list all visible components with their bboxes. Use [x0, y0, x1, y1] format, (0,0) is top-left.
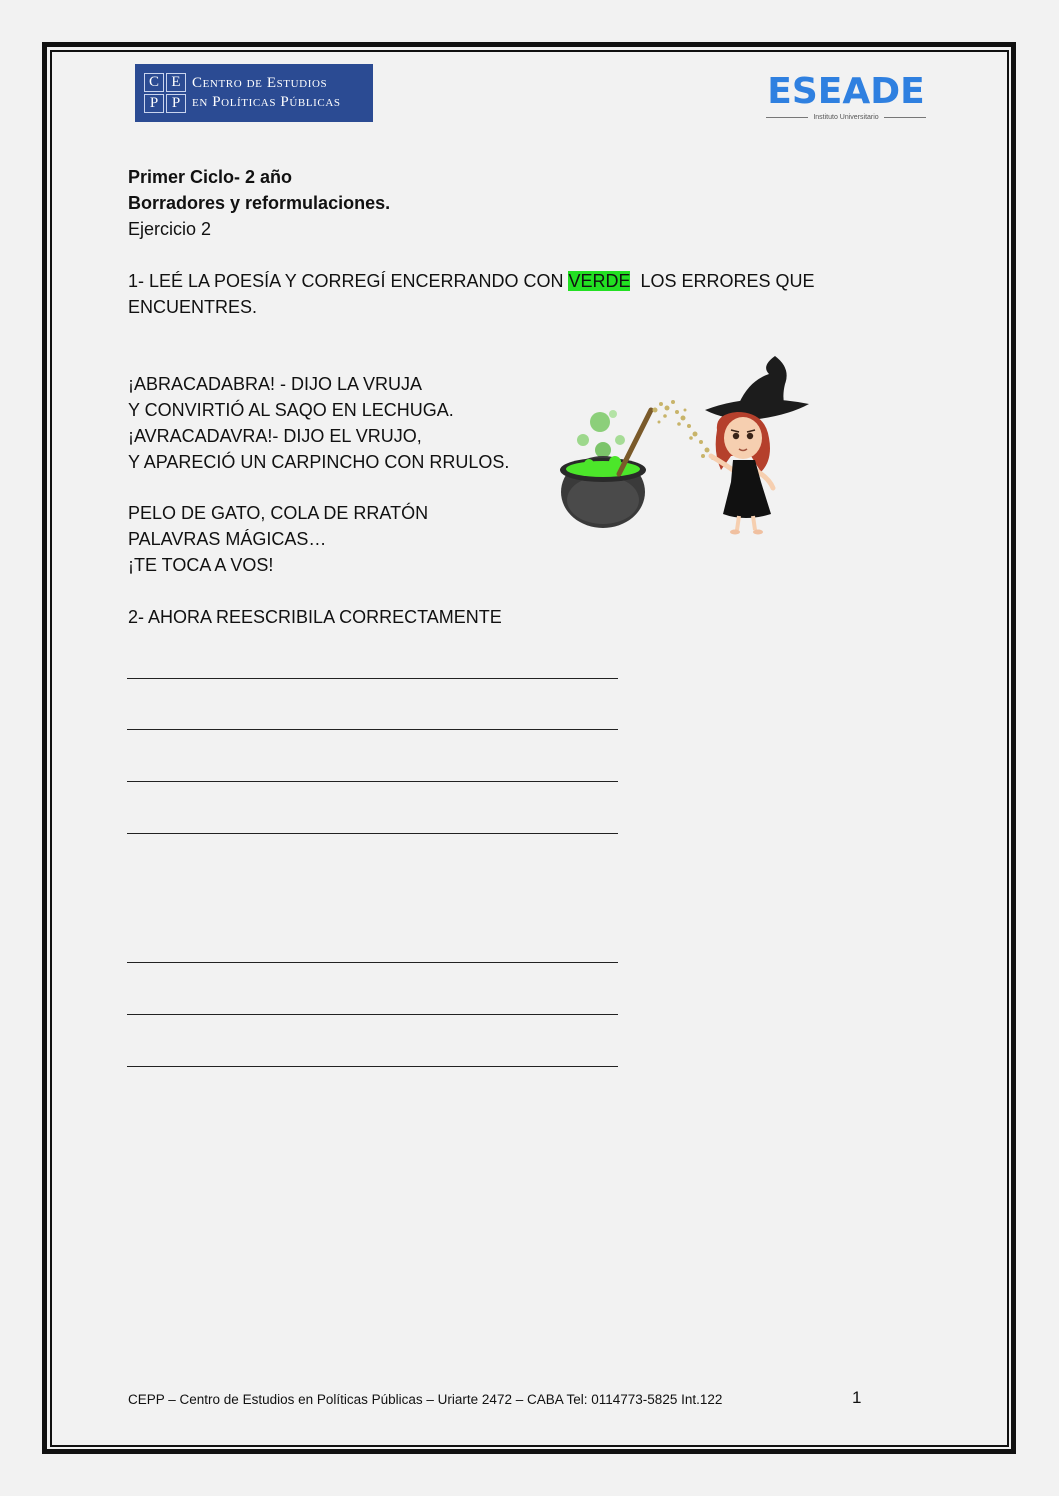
- witch-leg: [737, 516, 739, 530]
- cepp-monogram: [144, 73, 186, 113]
- bubble-icon: [609, 410, 617, 418]
- eseade-subtitle: Instituto Universitario: [813, 113, 879, 121]
- cepp-name-line1: Centro de Estudios: [192, 75, 328, 91]
- instruction-1-line2: ENCUENTRES.: [128, 297, 258, 317]
- bubble-icon: [595, 442, 611, 458]
- cepp-letter: P: [166, 94, 186, 113]
- instruction-2: 2- AHORA REESCRIBILA CORRECTAMENTE: [128, 607, 502, 627]
- eseade-subtitle-row: [766, 112, 926, 122]
- bubble-icon: [590, 412, 610, 432]
- answer-line[interactable]: [127, 962, 618, 963]
- poem-line: ¡TE TOCA A VOS!: [128, 555, 274, 575]
- answer-line[interactable]: [127, 1014, 618, 1015]
- page-number: 1: [852, 1388, 862, 1407]
- potion-bubble-icon: [584, 459, 594, 469]
- page-border-inner: [50, 50, 1009, 1447]
- witch-foot: [753, 530, 763, 535]
- answer-line[interactable]: [127, 729, 618, 730]
- poem-line: Y APARECIÓ UN CARPINCHO CON RRULOS.: [128, 452, 510, 472]
- answer-line[interactable]: [127, 833, 618, 834]
- cepp-letter: P: [144, 94, 164, 113]
- topic-heading: Borradores y reformulaciones.: [128, 193, 391, 213]
- witch-eye: [747, 433, 753, 439]
- instruction-1: [128, 268, 815, 294]
- cepp-letter: C: [144, 73, 164, 92]
- instruction-1-before: 1- LEÉ LA POESÍA Y CORREGÍ ENCERRANDO CON: [128, 271, 569, 291]
- eseade-logo: [766, 72, 926, 122]
- exercise-label: Ejercicio 2: [128, 219, 212, 239]
- potion-bubble-icon: [609, 456, 621, 468]
- bubble-icon: [577, 434, 589, 446]
- bubble-icon: [615, 435, 625, 445]
- witch-foot: [730, 530, 740, 535]
- cepp-name-line2: en Políticas Públicas: [192, 94, 341, 110]
- answer-line[interactable]: [127, 1066, 618, 1067]
- witch-hat-icon: [735, 356, 787, 414]
- answer-line[interactable]: [127, 781, 618, 782]
- eseade-rule-right: [884, 117, 926, 118]
- poem-line: Y CONVIRTIÓ AL SAQO EN LECHUGA.: [128, 400, 454, 420]
- eseade-name: ESEADE: [767, 71, 925, 112]
- witch-leg: [753, 516, 755, 530]
- cepp-name: [192, 74, 341, 112]
- poem-line: PELO DE GATO, COLA DE RRATÓN: [128, 503, 429, 523]
- cauldron-shading: [567, 476, 639, 524]
- eseade-rule-left: [766, 117, 808, 118]
- poem-line: PALAVRAS MÁGICAS…: [128, 529, 327, 549]
- witch-face: [724, 417, 762, 459]
- cepp-letter: E: [166, 73, 186, 92]
- magic-sparkles-icon: [653, 400, 716, 460]
- footer-text: CEPP – Centro de Estudios en Políticas Públicas – Uriarte 2472 – CABA Tel: 0114773-5825 Int.122: [128, 1392, 723, 1407]
- poem-line: ¡AVRACADAVRA!- DIJO EL VRUJO,: [128, 426, 422, 446]
- witch-eye: [733, 433, 739, 439]
- answer-line[interactable]: [127, 678, 618, 679]
- verde-highlight: VERDE: [568, 271, 631, 291]
- instruction-1-after: LOS ERRORES QUE: [630, 271, 815, 291]
- poem-line: ¡ABRACADABRA! - DIJO LA VRUJA: [128, 374, 423, 394]
- level-heading: Primer Ciclo- 2 año: [128, 167, 293, 187]
- cepp-logo: [135, 64, 373, 122]
- potion-icon: [566, 461, 640, 477]
- witch-cauldron-illustration: [555, 352, 815, 542]
